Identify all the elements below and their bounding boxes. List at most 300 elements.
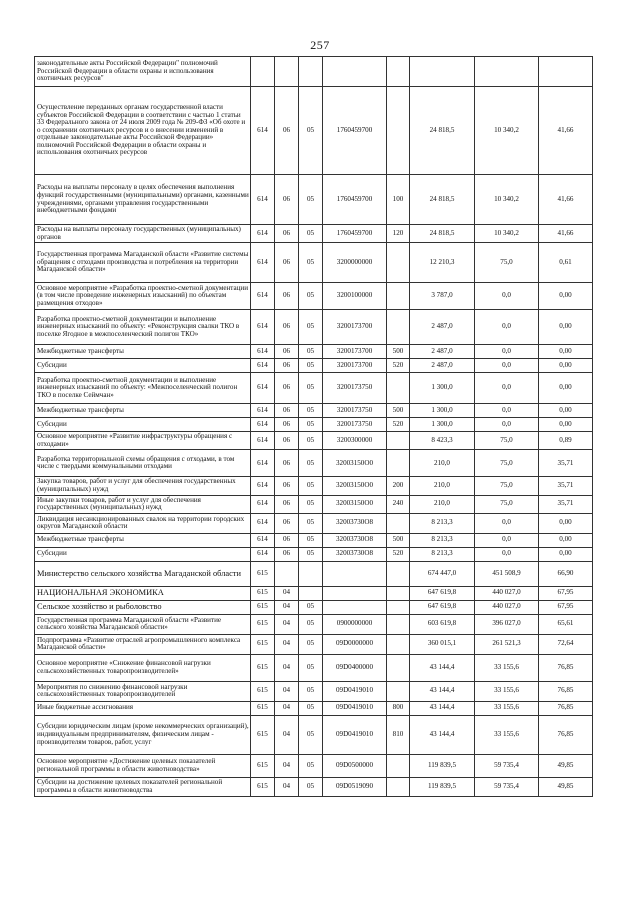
cell-executed: 0,0: [475, 513, 539, 533]
cell-percent: 66,90: [539, 561, 593, 586]
cell-name: Осуществление переданных органам государственной власти субъектов Российской Федерации в соответствии с частью 1 статьи 33 Федерального закона от 24 июля 2009 года № 209-ФЗ «Об охоте и о сохранении охотничьих ресурсов и о внесении изменений в отдельные законодательные акты Российской Федерации» полномочий Российской Федерации в области охраны и использования охотничьих ресурсов: [35, 87, 251, 175]
cell-section: 06: [275, 432, 299, 450]
table-row: [35, 345, 593, 359]
cell-plan: 43 144,4: [410, 654, 475, 681]
cell-executed: 0,0: [475, 404, 539, 418]
cell-name: Межбюджетные трансферты: [35, 404, 251, 418]
cell-name: Межбюджетные трансферты: [35, 345, 251, 359]
cell-grbs: 614: [251, 87, 275, 175]
cell-section: 04: [275, 715, 299, 754]
cell-subsection: 05: [299, 359, 323, 373]
cell-target-article: 3200100000: [323, 283, 387, 310]
cell-grbs: 615: [251, 586, 275, 600]
cell-expense-type: 500: [387, 404, 410, 418]
table-row: [35, 533, 593, 547]
cell-plan: 1 300,0: [410, 404, 475, 418]
table-row: [35, 777, 593, 796]
cell-percent: 0,00: [539, 547, 593, 561]
cell-percent: 0,00: [539, 533, 593, 547]
cell-target-article: 3200173750: [323, 418, 387, 432]
cell-grbs: 615: [251, 600, 275, 614]
cell-expense-type: [387, 561, 410, 586]
table-row: [35, 243, 593, 283]
cell-grbs: 615: [251, 701, 275, 715]
cell-plan: 8 213,3: [410, 547, 475, 561]
cell-expense-type: 120: [387, 225, 410, 243]
table-row: [35, 283, 593, 310]
cell-expense-type: 500: [387, 345, 410, 359]
table-row: [35, 57, 593, 87]
cell-executed: 75,0: [475, 477, 539, 495]
cell-target-article: 3200173700: [323, 359, 387, 373]
cell-plan: 24 818,5: [410, 175, 475, 225]
cell-section: 06: [275, 359, 299, 373]
table-row: [35, 87, 593, 175]
cell-name: Разработка территориальной схемы обращения с отходами, в том числе с твердыми коммунальными отходами: [35, 450, 251, 477]
cell-section: 06: [275, 533, 299, 547]
cell-section: 04: [275, 754, 299, 777]
table-row: [35, 547, 593, 561]
cell-grbs: 615: [251, 561, 275, 586]
cell-section: 06: [275, 310, 299, 345]
cell-section: 04: [275, 681, 299, 701]
cell-target-article: 0900000000: [323, 614, 387, 634]
cell-subsection: [299, 57, 323, 87]
cell-subsection: 05: [299, 533, 323, 547]
cell-grbs: 615: [251, 614, 275, 634]
cell-expense-type: [387, 600, 410, 614]
cell-subsection: 05: [299, 450, 323, 477]
cell-executed: 33 155,6: [475, 654, 539, 681]
cell-name: Министерство сельского хозяйства Магаданской области: [35, 561, 251, 586]
cell-section: 06: [275, 450, 299, 477]
cell-plan: 210,0: [410, 495, 475, 513]
cell-grbs: 615: [251, 754, 275, 777]
cell-plan: 210,0: [410, 477, 475, 495]
cell-expense-type: 100: [387, 175, 410, 225]
cell-expense-type: [387, 283, 410, 310]
table-row: [35, 654, 593, 681]
cell-percent: 0,00: [539, 418, 593, 432]
cell-expense-type: [387, 681, 410, 701]
table-row: [35, 681, 593, 701]
cell-target-article: [323, 600, 387, 614]
cell-section: 04: [275, 614, 299, 634]
cell-executed: 10 340,2: [475, 175, 539, 225]
cell-plan: 119 839,5: [410, 777, 475, 796]
cell-grbs: [251, 57, 275, 87]
cell-percent: 35,71: [539, 477, 593, 495]
cell-expense-type: [387, 57, 410, 87]
cell-percent: 41,66: [539, 225, 593, 243]
cell-section: 04: [275, 600, 299, 614]
cell-plan: 360 015,1: [410, 634, 475, 654]
cell-plan: 603 619,8: [410, 614, 475, 634]
cell-plan: 210,0: [410, 450, 475, 477]
cell-executed: 33 155,6: [475, 701, 539, 715]
table-row: [35, 175, 593, 225]
cell-section: 04: [275, 586, 299, 600]
cell-percent: 65,61: [539, 614, 593, 634]
table-row: [35, 634, 593, 654]
cell-expense-type: [387, 777, 410, 796]
cell-name: Ликвидация несанкционированных свалок на территории городских округов Магаданской области: [35, 513, 251, 533]
cell-section: 04: [275, 777, 299, 796]
cell-percent: 41,66: [539, 87, 593, 175]
cell-grbs: 614: [251, 513, 275, 533]
cell-expense-type: [387, 450, 410, 477]
cell-section: 04: [275, 654, 299, 681]
cell-target-article: 09D0419010: [323, 701, 387, 715]
cell-subsection: 05: [299, 87, 323, 175]
cell-grbs: 614: [251, 175, 275, 225]
cell-percent: 67,95: [539, 600, 593, 614]
cell-percent: 0,00: [539, 404, 593, 418]
table-row: [35, 432, 593, 450]
cell-plan: 2 487,0: [410, 345, 475, 359]
cell-plan: 1 300,0: [410, 373, 475, 404]
cell-executed: 0,0: [475, 359, 539, 373]
cell-expense-type: [387, 634, 410, 654]
cell-expense-type: [387, 373, 410, 404]
table-row: [35, 450, 593, 477]
cell-plan: 43 144,4: [410, 715, 475, 754]
cell-expense-type: [387, 513, 410, 533]
cell-grbs: 614: [251, 359, 275, 373]
cell-grbs: 615: [251, 634, 275, 654]
cell-name: Разработка проектно-сметной документации и выполнение инженерных изысканий по объекту: «Межпоселенческий полигон ТКО в поселке Сеймчан»: [35, 373, 251, 404]
cell-plan: 647 619,8: [410, 586, 475, 600]
cell-subsection: 05: [299, 432, 323, 450]
cell-percent: 35,71: [539, 450, 593, 477]
cell-expense-type: [387, 654, 410, 681]
cell-percent: 0,89: [539, 432, 593, 450]
cell-executed: 10 340,2: [475, 87, 539, 175]
cell-name: Субсидии на достижение целевых показателей региональной программы в области животноводства: [35, 777, 251, 796]
cell-target-article: 3200173700: [323, 345, 387, 359]
cell-target-article: 09D0500000: [323, 754, 387, 777]
cell-subsection: 05: [299, 715, 323, 754]
cell-target-article: 32003730О8: [323, 533, 387, 547]
cell-plan: 8 423,3: [410, 432, 475, 450]
table-row: [35, 513, 593, 533]
cell-plan: 674 447,0: [410, 561, 475, 586]
cell-name: Межбюджетные трансферты: [35, 533, 251, 547]
cell-grbs: 614: [251, 477, 275, 495]
table-row: [35, 404, 593, 418]
cell-section: 06: [275, 373, 299, 404]
cell-executed: 0,0: [475, 547, 539, 561]
cell-executed: 0,0: [475, 533, 539, 547]
cell-subsection: 05: [299, 600, 323, 614]
cell-grbs: 614: [251, 450, 275, 477]
table-row: [35, 701, 593, 715]
cell-subsection: 05: [299, 701, 323, 715]
cell-target-article: 09D0519090: [323, 777, 387, 796]
cell-name: Иные бюджетные ассигнования: [35, 701, 251, 715]
cell-subsection: 05: [299, 225, 323, 243]
cell-percent: 0,00: [539, 359, 593, 373]
cell-percent: 49,85: [539, 777, 593, 796]
cell-grbs: 614: [251, 404, 275, 418]
cell-target-article: 3200173750: [323, 404, 387, 418]
cell-grbs: 614: [251, 225, 275, 243]
table-row: [35, 600, 593, 614]
cell-target-article: 1760459700: [323, 87, 387, 175]
cell-percent: 0,00: [539, 373, 593, 404]
table-row: [35, 754, 593, 777]
cell-name: Субсидии: [35, 547, 251, 561]
cell-grbs: 614: [251, 547, 275, 561]
cell-target-article: 1760459700: [323, 225, 387, 243]
cell-section: 06: [275, 513, 299, 533]
cell-subsection: 05: [299, 283, 323, 310]
cell-expense-type: [387, 243, 410, 283]
cell-executed: 59 735,4: [475, 754, 539, 777]
cell-percent: 49,85: [539, 754, 593, 777]
cell-expense-type: 240: [387, 495, 410, 513]
cell-subsection: 05: [299, 681, 323, 701]
cell-plan: 43 144,4: [410, 681, 475, 701]
cell-executed: 75,0: [475, 450, 539, 477]
cell-target-article: 3200173700: [323, 310, 387, 345]
cell-executed: 33 155,6: [475, 681, 539, 701]
cell-plan: 8 213,3: [410, 533, 475, 547]
cell-subsection: 05: [299, 175, 323, 225]
cell-section: [275, 561, 299, 586]
cell-name: Субсидии: [35, 359, 251, 373]
cell-executed: 396 027,0: [475, 614, 539, 634]
cell-executed: 0,0: [475, 345, 539, 359]
cell-expense-type: [387, 586, 410, 600]
cell-expense-type: 520: [387, 418, 410, 432]
cell-section: 04: [275, 701, 299, 715]
cell-grbs: 614: [251, 533, 275, 547]
cell-subsection: 05: [299, 345, 323, 359]
cell-executed: 440 027,0: [475, 600, 539, 614]
cell-section: 06: [275, 243, 299, 283]
cell-subsection: 05: [299, 404, 323, 418]
cell-executed: 10 340,2: [475, 225, 539, 243]
cell-name: Субсидии юридическим лицам (кроме некоммерческих организаций), индивидуальным предпринимателям, физическим лицам - производителям товаров, работ, услуг: [35, 715, 251, 754]
cell-target-article: 09D0000000: [323, 634, 387, 654]
cell-percent: 0,00: [539, 345, 593, 359]
cell-name: Основное мероприятие «Снижение финансовой нагрузки сельскохозяйственных товаропроизводителей»: [35, 654, 251, 681]
cell-target-article: 32003150О0: [323, 495, 387, 513]
cell-percent: 0,00: [539, 283, 593, 310]
cell-grbs: 614: [251, 310, 275, 345]
cell-percent: 41,66: [539, 175, 593, 225]
cell-plan: 24 818,5: [410, 225, 475, 243]
cell-executed: 0,0: [475, 283, 539, 310]
cell-expense-type: 800: [387, 701, 410, 715]
cell-grbs: 615: [251, 777, 275, 796]
cell-executed: 75,0: [475, 243, 539, 283]
cell-expense-type: [387, 432, 410, 450]
table-row: [35, 715, 593, 754]
table-row: [35, 373, 593, 404]
cell-name: Разработка проектно-сметной документации и выполнение инженерных изысканий по объекту: «Реконструкция свалки ТКО в поселке Ягодное в межпоселенческий полигон ТКО»: [35, 310, 251, 345]
table-row: [35, 561, 593, 586]
cell-name: Расходы на выплаты персоналу государственных (муниципальных) органов: [35, 225, 251, 243]
cell-executed: 75,0: [475, 495, 539, 513]
cell-name: законодательные акты Российской Федерации" полномочий Российской Федерации в области охраны и использования охотничьих ресурсов": [35, 57, 251, 87]
cell-target-article: [323, 561, 387, 586]
cell-subsection: 05: [299, 634, 323, 654]
cell-grbs: 614: [251, 373, 275, 404]
cell-name: Мероприятия по снижению финансовой нагрузки сельскохозяйственных товаропроизводителей: [35, 681, 251, 701]
cell-section: 06: [275, 547, 299, 561]
cell-expense-type: 200: [387, 477, 410, 495]
cell-expense-type: 810: [387, 715, 410, 754]
cell-name: Основное мероприятие «Развитие инфраструктуры обращения с отходами»: [35, 432, 251, 450]
cell-section: 06: [275, 225, 299, 243]
cell-plan: 1 300,0: [410, 418, 475, 432]
cell-executed: 0,0: [475, 310, 539, 345]
cell-grbs: 614: [251, 495, 275, 513]
cell-target-article: 1760459700: [323, 175, 387, 225]
cell-grbs: 614: [251, 418, 275, 432]
cell-executed: 75,0: [475, 432, 539, 450]
cell-percent: 76,85: [539, 715, 593, 754]
cell-percent: 76,85: [539, 681, 593, 701]
cell-percent: 72,64: [539, 634, 593, 654]
cell-grbs: 615: [251, 681, 275, 701]
table-row: [35, 586, 593, 600]
cell-section: 04: [275, 634, 299, 654]
cell-grbs: 614: [251, 432, 275, 450]
cell-subsection: 05: [299, 495, 323, 513]
cell-name: Основное мероприятие «Достижение целевых показателей региональной программы в области животноводства»: [35, 754, 251, 777]
cell-subsection: [299, 561, 323, 586]
cell-subsection: 05: [299, 373, 323, 404]
cell-target-article: 09D0400000: [323, 654, 387, 681]
cell-target-article: 3200173750: [323, 373, 387, 404]
cell-section: 06: [275, 495, 299, 513]
cell-expense-type: 520: [387, 547, 410, 561]
cell-section: 06: [275, 283, 299, 310]
cell-percent: 0,61: [539, 243, 593, 283]
table-row: [35, 614, 593, 634]
table-row: [35, 310, 593, 345]
cell-executed: [475, 57, 539, 87]
cell-subsection: [299, 586, 323, 600]
cell-name: Закупка товаров, работ и услуг для обеспечения государственных (муниципальных) нужд: [35, 477, 251, 495]
cell-subsection: 05: [299, 547, 323, 561]
cell-name: Государственная программа Магаданской области «Развитие сельского хозяйства Магаданской области»: [35, 614, 251, 634]
cell-target-article: 3200000000: [323, 243, 387, 283]
budget-table: [34, 56, 593, 797]
cell-plan: 12 210,3: [410, 243, 475, 283]
cell-name: Расходы на выплаты персоналу в целях обеспечения выполнения функций государственными (муниципальными) органами, казенными учреждениями, органами управления государственными внебюджетными фондами: [35, 175, 251, 225]
cell-percent: 0,00: [539, 513, 593, 533]
cell-executed: 451 508,9: [475, 561, 539, 586]
cell-section: 06: [275, 477, 299, 495]
cell-executed: 0,0: [475, 418, 539, 432]
cell-executed: 59 735,4: [475, 777, 539, 796]
cell-percent: 76,85: [539, 654, 593, 681]
cell-grbs: 615: [251, 715, 275, 754]
cell-subsection: 05: [299, 477, 323, 495]
cell-section: 06: [275, 175, 299, 225]
cell-subsection: 05: [299, 418, 323, 432]
cell-expense-type: [387, 754, 410, 777]
cell-plan: 8 213,3: [410, 513, 475, 533]
cell-grbs: 614: [251, 283, 275, 310]
table-row: [35, 359, 593, 373]
cell-grbs: 614: [251, 243, 275, 283]
cell-executed: 0,0: [475, 373, 539, 404]
page-number: 257: [310, 38, 330, 52]
cell-name: Государственная программа Магаданской области «Развитие системы обращения с отходами производства и потребления на территории Магаданской области»: [35, 243, 251, 283]
cell-expense-type: [387, 87, 410, 175]
cell-name: Субсидии: [35, 418, 251, 432]
cell-plan: 2 487,0: [410, 359, 475, 373]
cell-name: Иные закупки товаров, работ и услуг для обеспечения государственных (муниципальных) нужд: [35, 495, 251, 513]
cell-percent: 76,85: [539, 701, 593, 715]
cell-section: 06: [275, 404, 299, 418]
table-row: [35, 477, 593, 495]
cell-name: Сельское хозяйство и рыболовство: [35, 600, 251, 614]
cell-section: 06: [275, 418, 299, 432]
cell-name: Подпрограмма «Развитие отраслей агропромышленного комплекса Магаданской области»: [35, 634, 251, 654]
cell-percent: 0,00: [539, 310, 593, 345]
cell-expense-type: [387, 310, 410, 345]
cell-subsection: 05: [299, 513, 323, 533]
cell-subsection: 05: [299, 310, 323, 345]
cell-expense-type: [387, 614, 410, 634]
cell-grbs: 615: [251, 654, 275, 681]
cell-name: Основное мероприятие «Разработка проектно-сметной документации (в том числе проведение инженерных изысканий) по объектам размещения отходов»: [35, 283, 251, 310]
cell-target-article: 32003150О0: [323, 450, 387, 477]
cell-target-article: 32003730О8: [323, 547, 387, 561]
cell-target-article: [323, 586, 387, 600]
table-row: [35, 225, 593, 243]
cell-plan: 3 787,0: [410, 283, 475, 310]
cell-plan: 24 818,5: [410, 87, 475, 175]
cell-target-article: 09D0419010: [323, 681, 387, 701]
cell-percent: 67,95: [539, 586, 593, 600]
cell-executed: 440 027,0: [475, 586, 539, 600]
cell-target-article: 32003730О8: [323, 513, 387, 533]
cell-plan: 119 839,5: [410, 754, 475, 777]
cell-target-article: [323, 57, 387, 87]
cell-subsection: 05: [299, 777, 323, 796]
table-row: [35, 418, 593, 432]
cell-plan: 2 487,0: [410, 310, 475, 345]
cell-plan: 647 619,8: [410, 600, 475, 614]
cell-subsection: 05: [299, 614, 323, 634]
cell-name: НАЦИОНАЛЬНАЯ ЭКОНОМИКА: [35, 586, 251, 600]
cell-grbs: 614: [251, 345, 275, 359]
cell-plan: 43 144,4: [410, 701, 475, 715]
cell-percent: 35,71: [539, 495, 593, 513]
cell-executed: 33 155,6: [475, 715, 539, 754]
cell-section: 06: [275, 87, 299, 175]
cell-target-article: 3200300000: [323, 432, 387, 450]
cell-plan: [410, 57, 475, 87]
cell-executed: 261 521,3: [475, 634, 539, 654]
cell-subsection: 05: [299, 654, 323, 681]
cell-expense-type: 520: [387, 359, 410, 373]
cell-target-article: 09D0419010: [323, 715, 387, 754]
table-row: [35, 495, 593, 513]
cell-expense-type: 500: [387, 533, 410, 547]
cell-section: 06: [275, 345, 299, 359]
cell-section: [275, 57, 299, 87]
cell-subsection: 05: [299, 243, 323, 283]
cell-subsection: 05: [299, 754, 323, 777]
